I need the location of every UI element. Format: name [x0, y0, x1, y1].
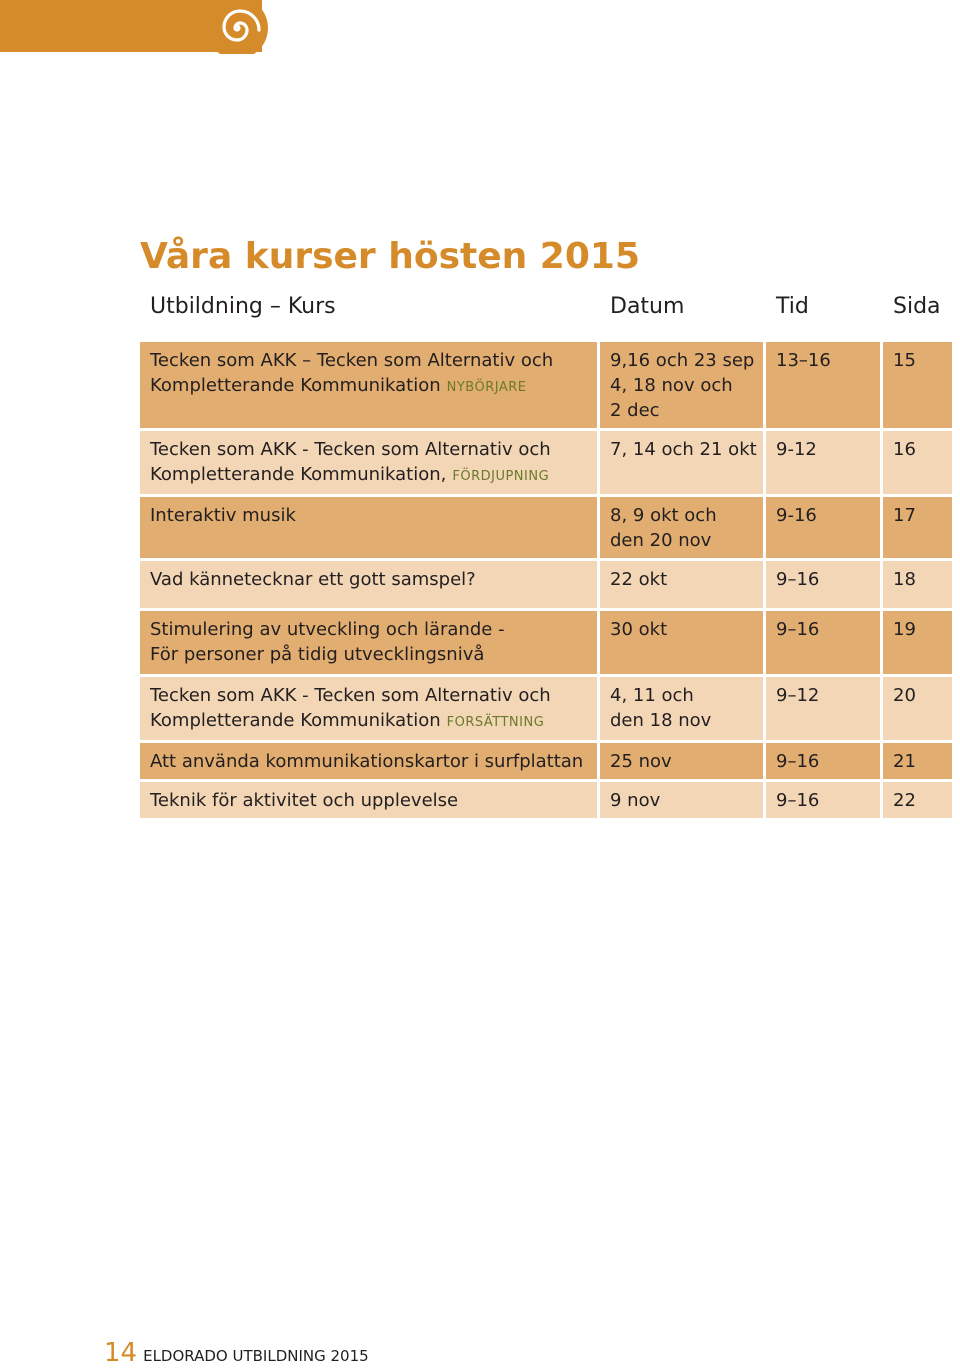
course-name: Teknik för aktivitet och upplevelse [150, 790, 459, 811]
course-cell [140, 782, 600, 821]
table-row [140, 561, 952, 611]
course-name: Kompletterande Kommunikation, [150, 464, 447, 485]
date-cell: 30 okt [600, 611, 766, 677]
date-text: 4, 18 nov och [610, 375, 733, 396]
date-cell: 22 okt [600, 561, 766, 611]
page-cell: 18 [883, 561, 952, 611]
time-cell: 9–16 [766, 743, 883, 782]
page-cell: 17 [883, 497, 952, 561]
course-schedule-table [140, 342, 952, 821]
date-cell: 9 nov [600, 782, 766, 821]
table-row [140, 743, 952, 782]
column-header-date: Datum [610, 294, 685, 319]
time-cell: 13–16 [766, 342, 883, 431]
page-cell: 15 [883, 342, 952, 431]
course-name: För personer på tidig utvecklingsnivå [150, 644, 485, 665]
publication-name: ELDORADO UTBILDNING 2015 [143, 1347, 369, 1365]
column-header-page: Sida [893, 294, 941, 319]
date-cell: 7, 14 och 21 okt [600, 431, 766, 497]
course-name: Vad kännetecknar ett gott samspel? [150, 569, 476, 590]
table-row [140, 782, 952, 821]
course-name: Tecken som AKK – Tecken som Alternativ och [150, 350, 554, 371]
column-header-time: Tid [776, 294, 809, 319]
course-cell [140, 497, 600, 561]
date-text: den 18 nov [610, 710, 712, 731]
course-name: Interaktiv musik [150, 505, 296, 526]
time-cell: 9-16 [766, 497, 883, 561]
course-name: Att använda kommunikationskartor i surfplattan [150, 751, 584, 772]
level-badge: FÖRDJUPNING [452, 469, 550, 484]
level-badge: FORSÄTTNING [446, 715, 545, 730]
time-cell: 9–16 [766, 561, 883, 611]
course-cell [140, 561, 600, 611]
time-cell: 9–16 [766, 782, 883, 821]
page-footer [104, 1338, 369, 1368]
page-cell: 19 [883, 611, 952, 677]
page-cell: 22 [883, 782, 952, 821]
date-cell [600, 342, 766, 431]
page-number: 14 [104, 1338, 138, 1368]
time-cell: 9-12 [766, 431, 883, 497]
table-row [140, 677, 952, 743]
date-text: 4, 11 och [610, 685, 694, 706]
course-cell [140, 431, 600, 497]
course-name: Tecken som AKK - Tecken som Alternativ och [150, 439, 551, 460]
course-name: Kompletterande Kommunikation [150, 710, 441, 731]
date-text: den 20 nov [610, 530, 712, 551]
course-name: Stimulering av utveckling och lärande - [150, 619, 505, 640]
date-text: 2 dec [610, 400, 660, 421]
table-row [140, 611, 952, 677]
page-cell: 20 [883, 677, 952, 743]
date-cell: 25 nov [600, 743, 766, 782]
course-cell [140, 677, 600, 743]
level-badge: NYBÖRJARE [446, 380, 527, 395]
column-header-course: Utbildning – Kurs [150, 294, 336, 319]
date-text: 9,16 och 23 sep [610, 350, 755, 371]
course-cell [140, 743, 600, 782]
course-name: Kompletterande Kommunikation [150, 375, 441, 396]
table-row [140, 342, 952, 431]
date-cell [600, 677, 766, 743]
date-cell [600, 497, 766, 561]
spiral-logo-icon [204, 2, 270, 54]
page-title: Våra kurser hösten 2015 [140, 236, 640, 277]
page-cell: 16 [883, 431, 952, 497]
table-row [140, 497, 952, 561]
course-cell [140, 342, 600, 431]
time-cell: 9–12 [766, 677, 883, 743]
course-name: Tecken som AKK - Tecken som Alternativ och [150, 685, 551, 706]
course-cell [140, 611, 600, 677]
table-row [140, 431, 952, 497]
page-cell: 21 [883, 743, 952, 782]
time-cell: 9–16 [766, 611, 883, 677]
date-text: 8, 9 okt och [610, 505, 717, 526]
